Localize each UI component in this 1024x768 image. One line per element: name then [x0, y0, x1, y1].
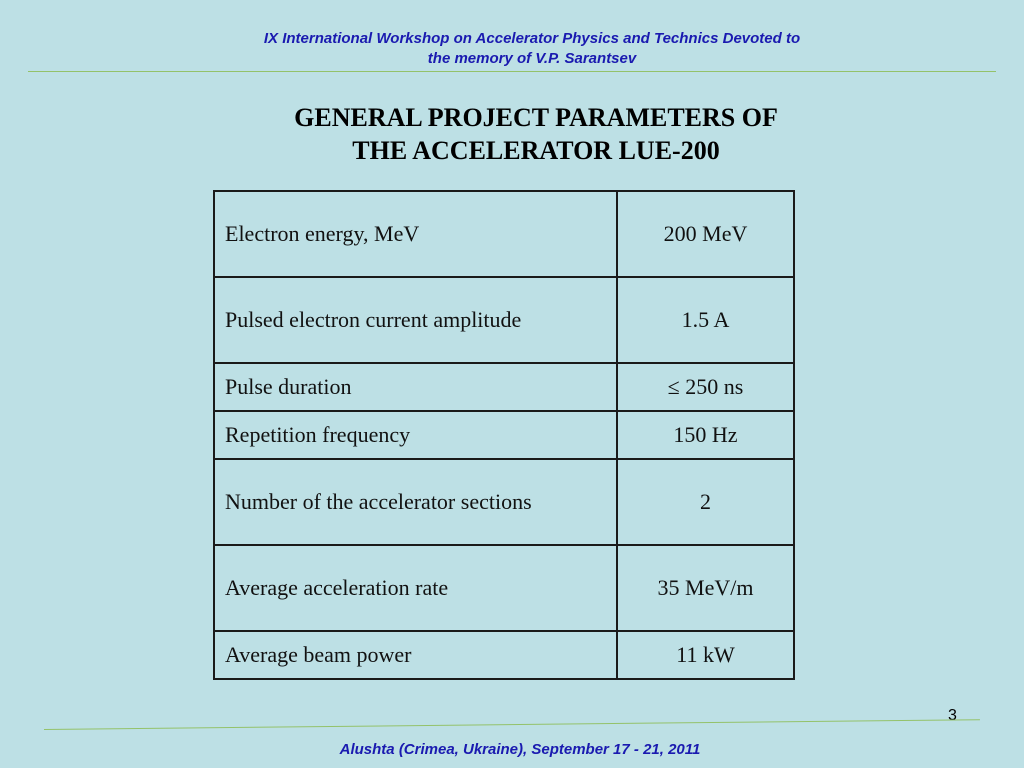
parameter-value: 200 MeV: [617, 191, 794, 277]
parameter-label: Number of the accelerator sections: [214, 459, 617, 545]
parameter-label: Pulse duration: [214, 363, 617, 411]
table-row: [214, 363, 794, 411]
table-row: [214, 277, 794, 363]
parameter-value: ≤ 250 ns: [617, 363, 794, 411]
parameter-value: 2: [617, 459, 794, 545]
parameter-value: 11 kW: [617, 631, 794, 679]
footer-divider: [44, 719, 980, 730]
table-row: [214, 545, 794, 631]
slide-title-line1: GENERAL PROJECT PARAMETERS OF: [294, 103, 778, 132]
table-row: [214, 191, 794, 277]
parameter-label: Average acceleration rate: [214, 545, 617, 631]
workshop-header: [0, 29, 1024, 69]
table-row: [214, 459, 794, 545]
parameter-value: 35 MeV/m: [617, 545, 794, 631]
slide-title-line2: THE ACCELERATOR LUE-200: [352, 136, 720, 165]
workshop-header-line1: IX International Workshop on Accelerator Physics and Technics Devoted to: [263, 30, 801, 47]
slide-title: [0, 101, 1024, 167]
parameter-value: 1.5 A: [617, 277, 794, 363]
table-row: [214, 631, 794, 679]
parameter-label: Electron energy, MeV: [214, 191, 617, 277]
page-number: 3: [948, 707, 957, 724]
parameter-label: Pulsed electron current amplitude: [214, 277, 617, 363]
parameter-label: Repetition frequency: [214, 411, 617, 459]
parameters-table: [213, 190, 795, 680]
parameter-label: Average beam power: [214, 631, 617, 679]
footer-location-date: Alushta (Crimea, Ukraine), September 17 - 21, 2011: [339, 741, 701, 758]
table-row: [214, 411, 794, 459]
header-divider: [28, 71, 996, 72]
workshop-header-line2: the memory of V.P. Sarantsev: [427, 50, 637, 67]
parameter-value: 150 Hz: [617, 411, 794, 459]
